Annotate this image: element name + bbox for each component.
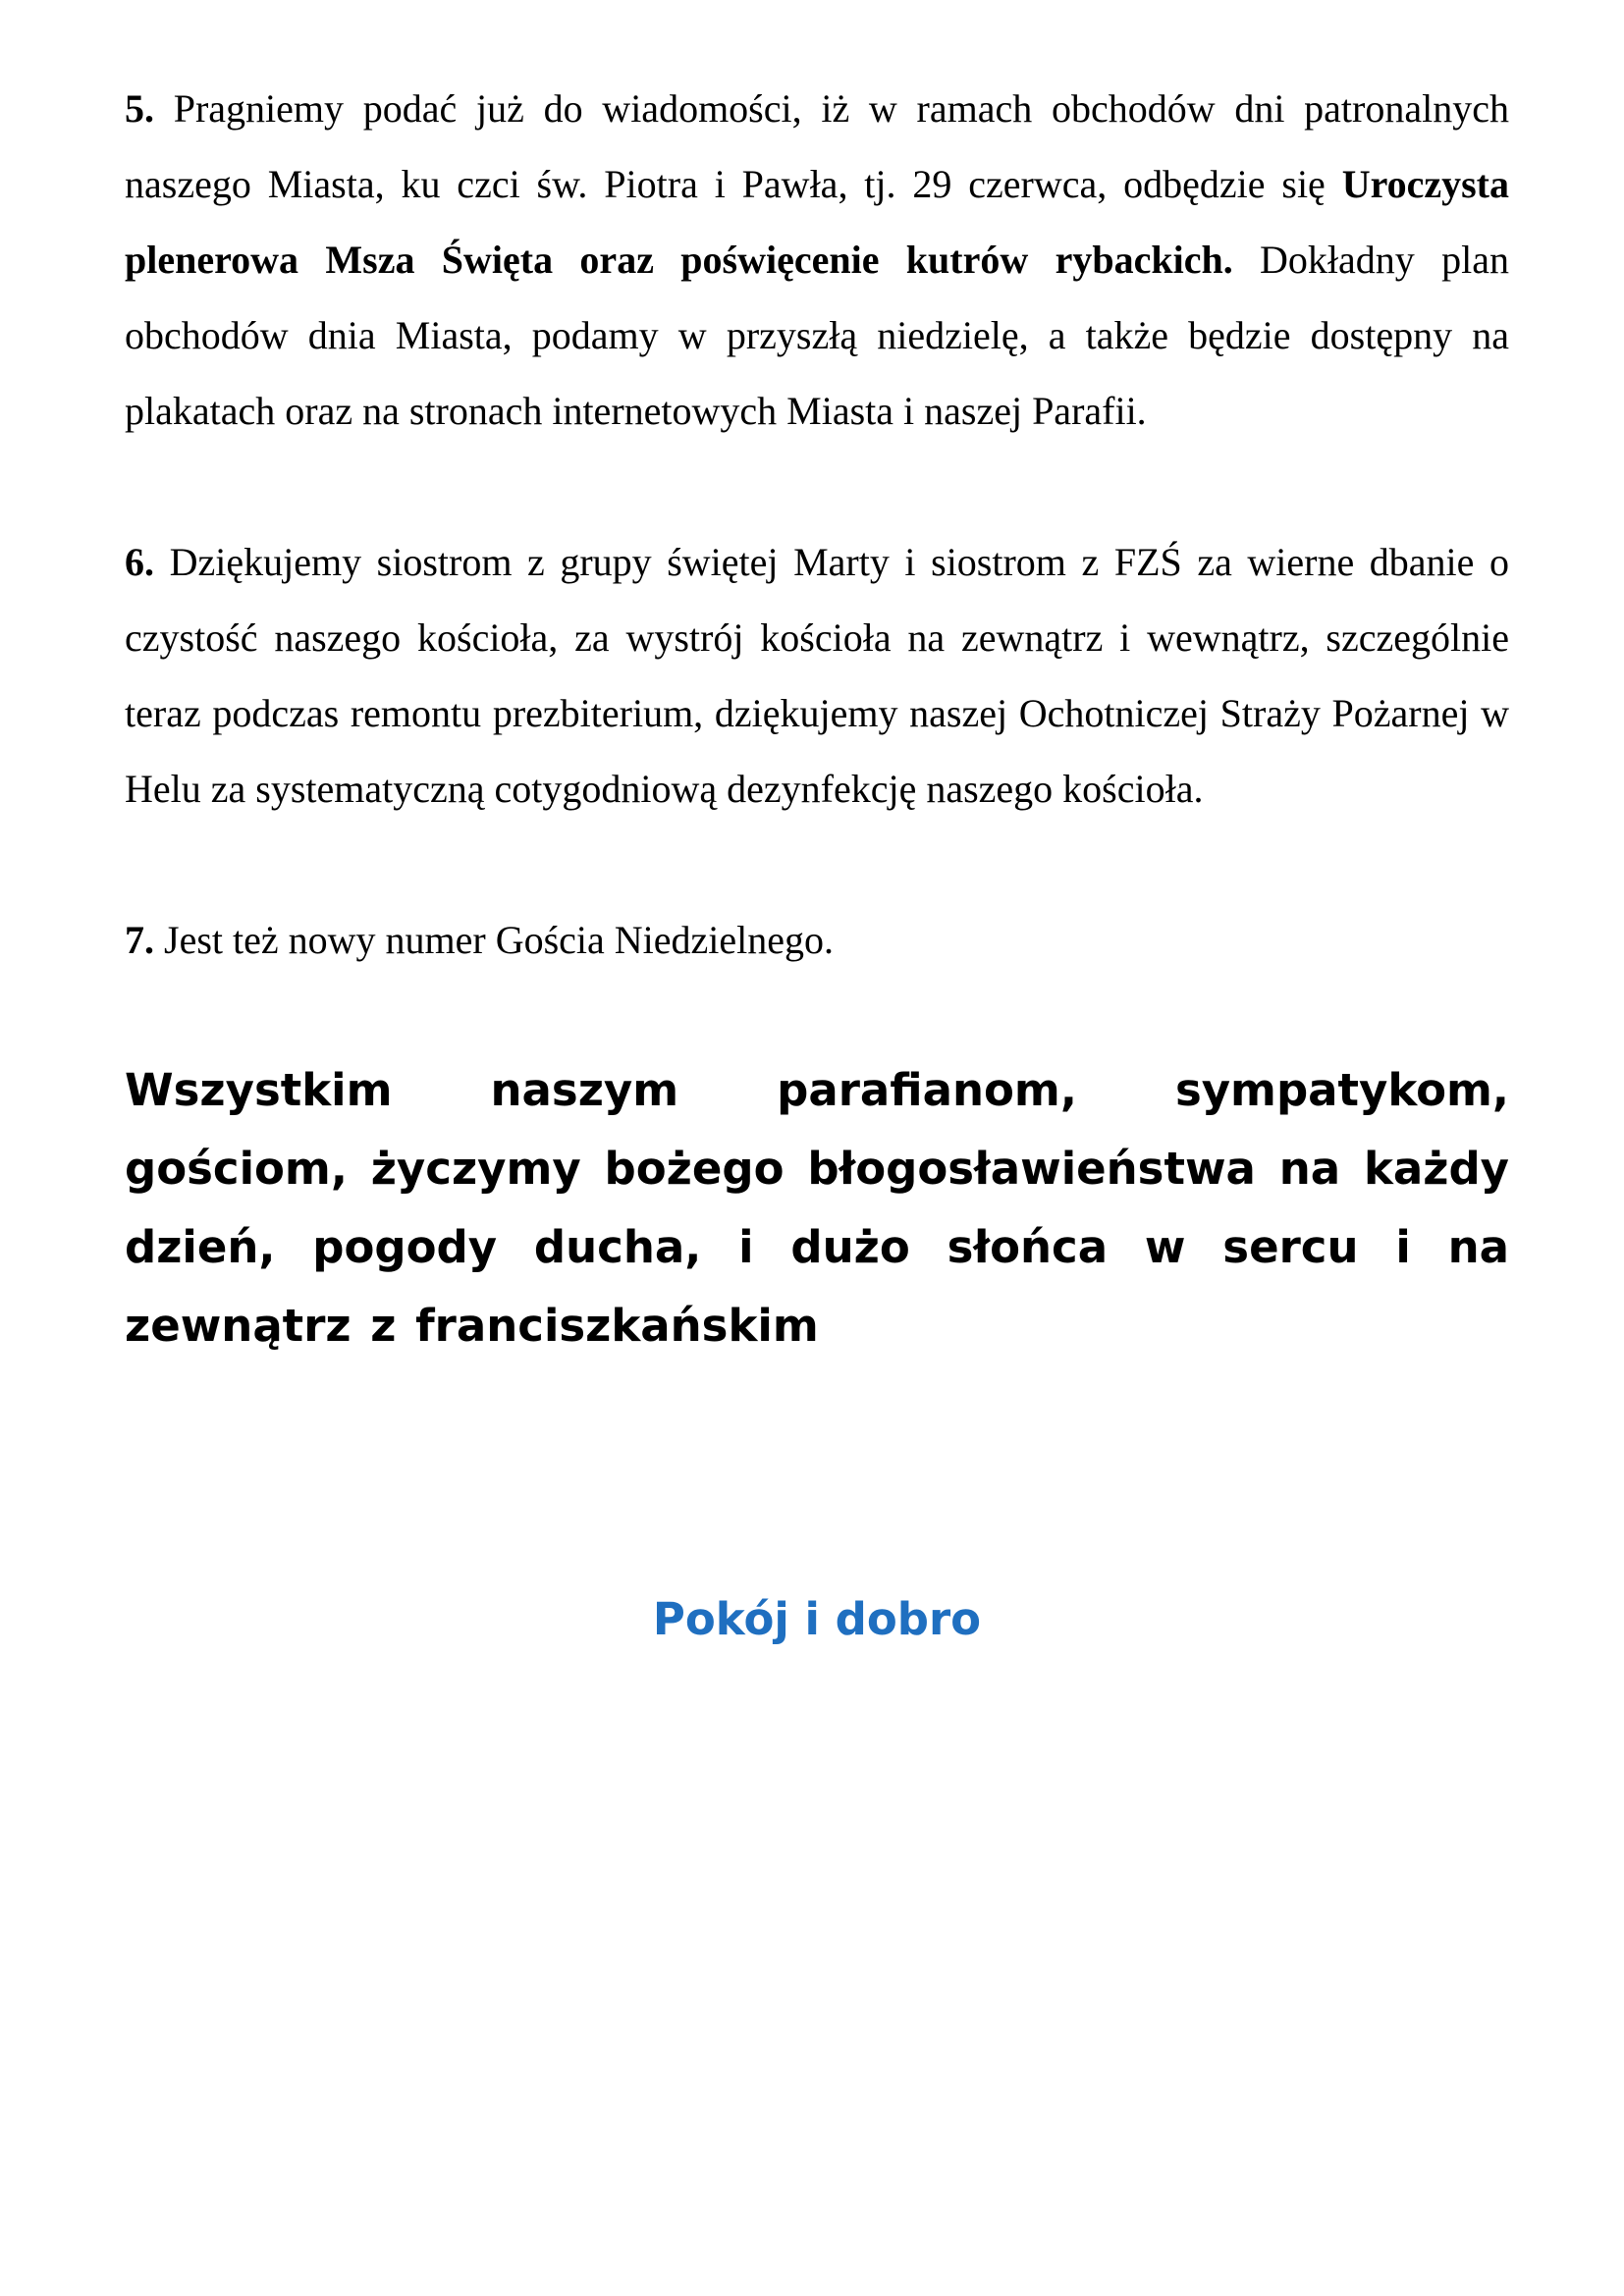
closing-salutation: Pokój i dobro xyxy=(652,1593,982,1645)
greeting-message: Wszystkim naszym parafianom, sympatykom, gościom, życzymy bożego błogosławieństwa na każdy dzień, pogody ducha, i dużo słońca w sercu i na zewnątrz z franciszkańskim xyxy=(125,1064,1509,1352)
announcement-text: Dokładny plan obchodów dnia Miasta, podamy w przyszłą niedzielę, a także będzie dostępny na plakatach oraz na stronach internetowych Miasta i naszej Parafii. xyxy=(125,238,1509,433)
announcement-text: Pragniemy podać już do wiadomości, iż w ramach obchodów dni patronalnych naszego Miasta, ku czci św. Piotra i Pawła, tj. 29 czerwca, odbędzie się xyxy=(125,86,1509,206)
announcement-text: Dziękujemy siostrom z grupy świętej Marty i siostrom z FZŚ za wierne dbanie o czystość naszego kościoła, za wystrój kościoła na zewnątrz i wewnątrz, szczególnie teraz podczas remontu prezbiterium, dziękujemy naszej Ochotniczej Straży Pożarnej w Helu za systematyczną cotygodniową dezynfekcję naszego kościoła. xyxy=(125,540,1509,811)
announcement-number: 5. xyxy=(125,86,154,131)
document-page xyxy=(125,71,1509,1645)
announcement-text: Jest też nowy numer Gościa Niedzielnego. xyxy=(154,918,835,962)
announcement-7 xyxy=(125,902,1509,978)
announcement-number: 7. xyxy=(125,918,154,962)
announcement-number: 6. xyxy=(125,540,154,584)
announcement-6 xyxy=(125,524,1509,827)
announcement-5 xyxy=(125,71,1509,449)
announcement-highlight: Uroczysta plenerowa Msza Święta oraz poświęcenie kutrów rybackich. xyxy=(125,162,1509,282)
